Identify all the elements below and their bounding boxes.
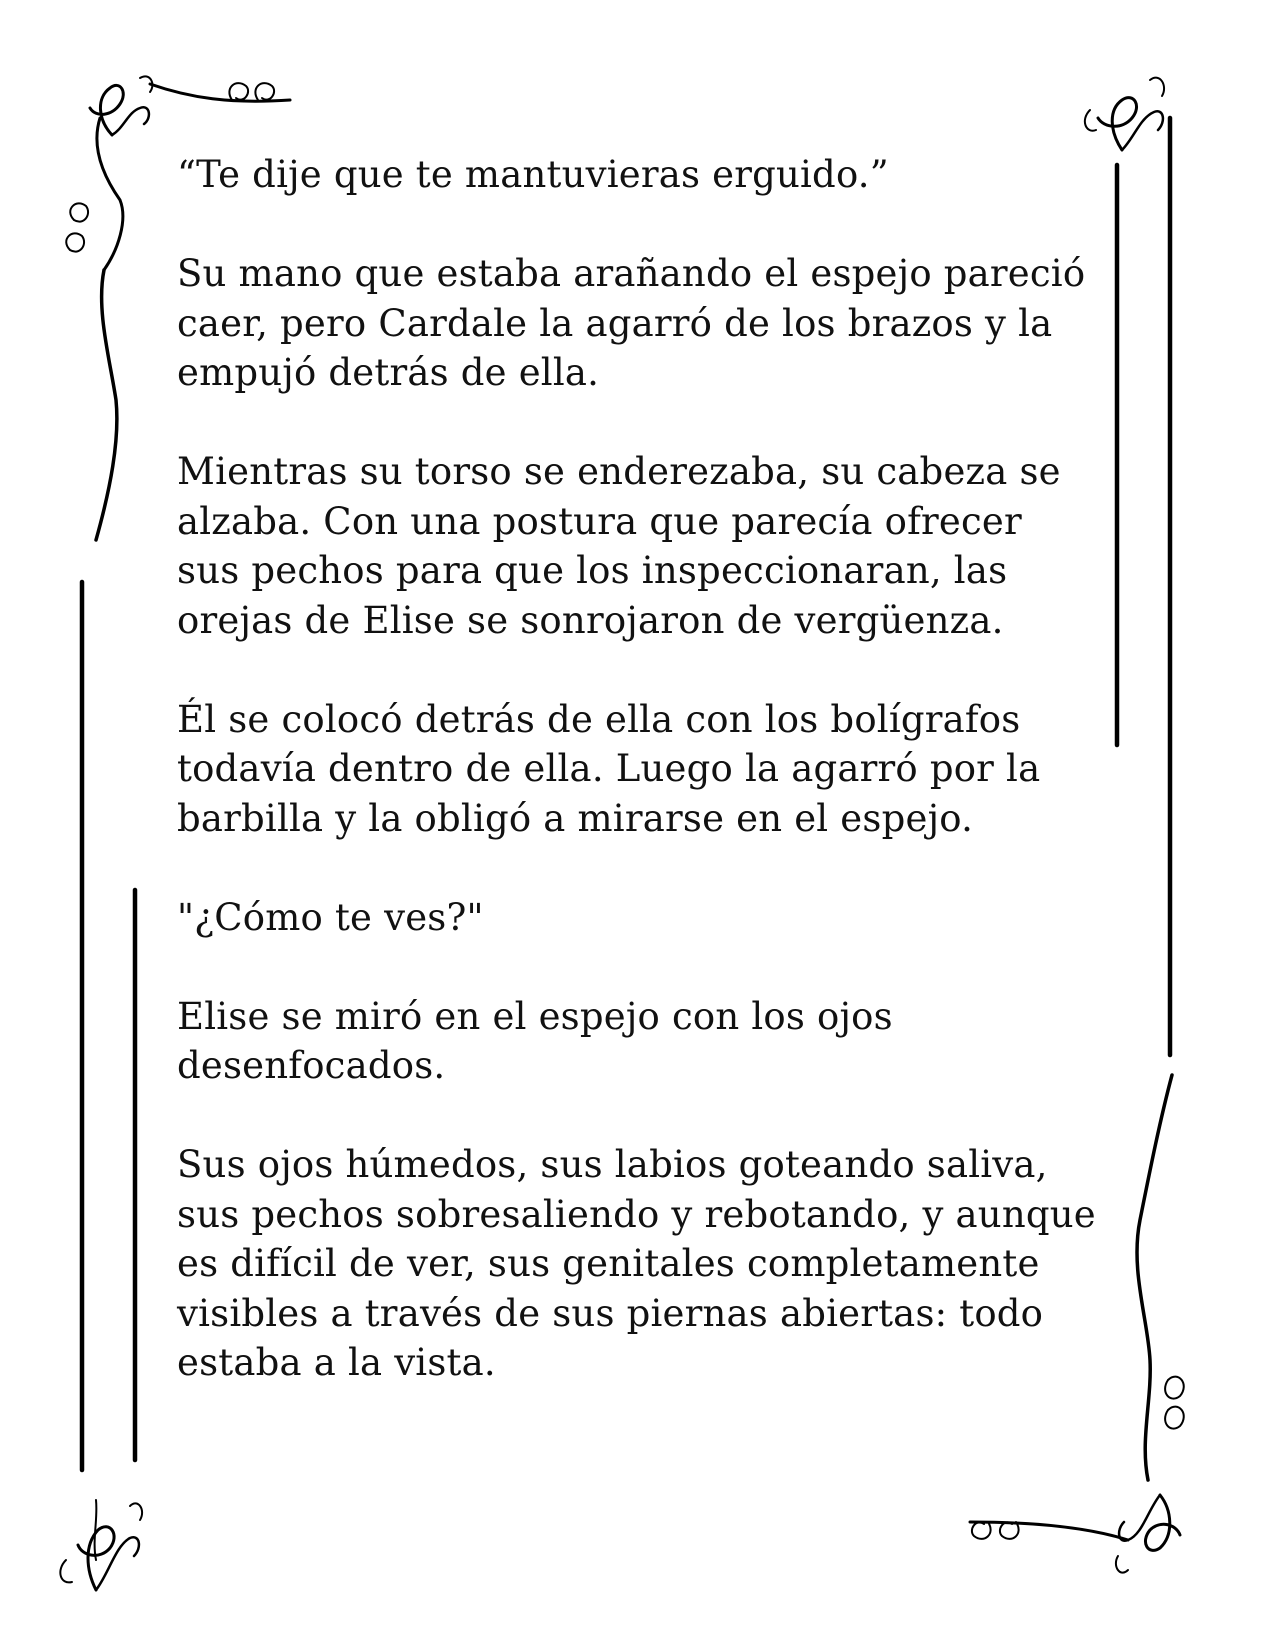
paragraph: Sus ojos húmedos, sus labios goteando saliva, sus pechos sobresaliendo y rebotando, y aunque es difícil de ver, sus genitales completamente visibles a través de sus piernas abiertas: todo estaba a la vista. bbox=[177, 1143, 1096, 1384]
bottom-left-flourish-icon bbox=[60, 1500, 142, 1590]
top-right-flourish-icon bbox=[1085, 78, 1164, 150]
paragraph: "¿Cómo te ves?" bbox=[177, 895, 484, 939]
paragraph: Él se colocó detrás de ella con los bolígrafos todavía dentro de ella. Luego la agarró por la barbilla y la obligó a mirarse en el espejo. bbox=[177, 697, 1041, 840]
paragraph: Mientras su torso se enderezaba, su cabeza se alzaba. Con una postura que parecía ofrecer sus pechos para que los inspeccionaran, las orejas de Elise se sonrojaron de vergüenza. bbox=[177, 450, 1061, 642]
paragraph: Elise se miró en el espejo con los ojos desenfocados. bbox=[177, 994, 893, 1087]
paragraph: Su mano que estaba arañando el espejo pareció caer, pero Cardale la agarró de los brazos y la empujó detrás de ella. bbox=[177, 252, 1086, 394]
story-text bbox=[177, 150, 1107, 1437]
paragraph: “Te dije que te mantuvieras erguido.” bbox=[177, 153, 889, 196]
